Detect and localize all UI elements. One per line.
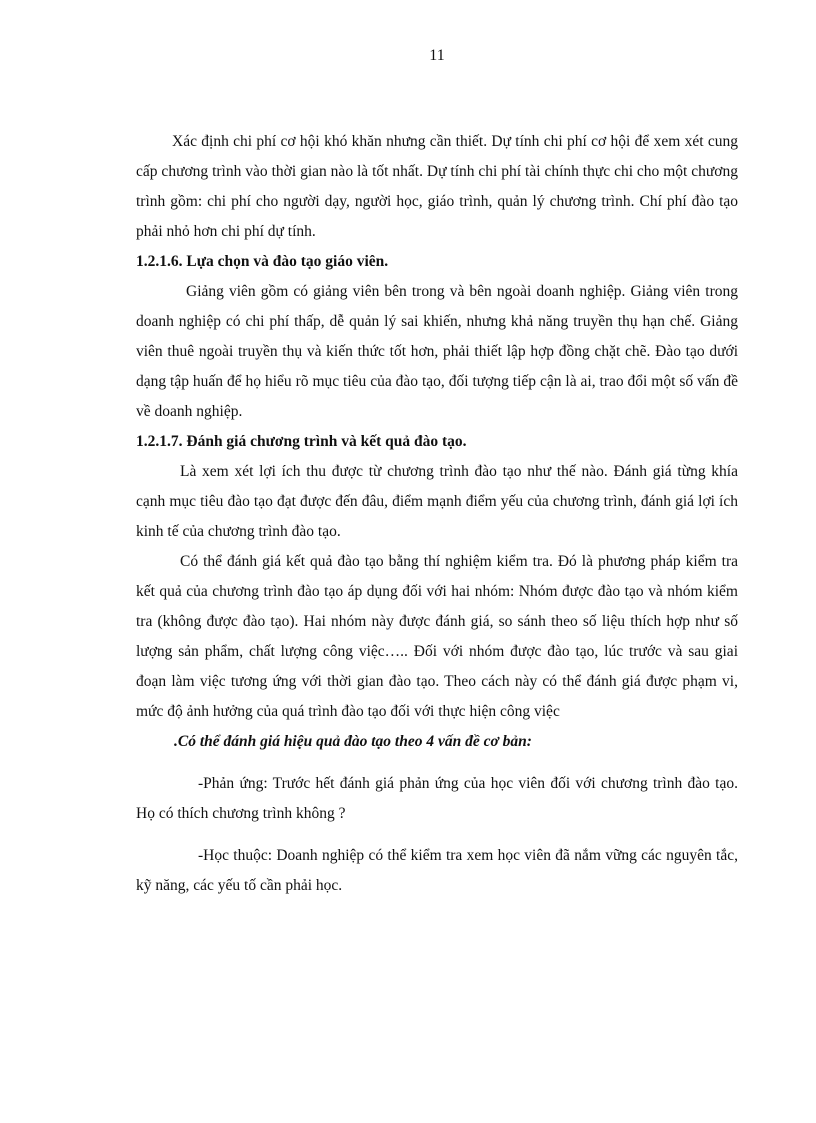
item-reaction: -Phản ứng: Trước hết đánh giá phản ứng của học viên đối với chương trình đào tạo. Họ có thích chương trình không ? — [136, 775, 738, 822]
paragraph-evaluation: Là xem xét lợi ích thu được từ chương trình đào tạo như thế nào. Đánh giá từng khía cạnh mục tiêu đào tạo đạt được đến đâu, điểm mạnh điểm yếu của chương trình, đánh giá lợi ích kinh tế của chương trình đào tạo. — [136, 463, 738, 540]
heading-1-2-1-6: 1.2.1.6. Lựa chọn và đào tạo giáo viên. — [136, 253, 389, 270]
spacer — [136, 757, 738, 769]
item-learning: -Học thuộc: Doanh nghiệp có thể kiểm tra xem học viên đã nắm vững các nguyên tắc, kỹ năng, các yếu tố cần phải học. — [136, 847, 738, 894]
spacer — [136, 829, 738, 841]
paragraph-experiment: Có thể đánh giá kết quả đào tạo bằng thí nghiệm kiểm tra. Đó là phương pháp kiểm tra kết quả của chương trình đào tạo áp dụng đối với hai nhóm: Nhóm được đào tạo và nhóm kiểm tra (không được đào tạo). Hai nhóm này được đánh giá, so sánh theo số liệu thích hợp như số lượng sản phẩm, chất lượng công việc….. Đối với nhóm được đào tạo, lúc trước và sau giai đoạn làm việc tương ứng với thời gian đào tạo. Theo cách này có thể đánh giá được phạm vi, mức độ ảnh hưởng của quá trình đào tạo đối với thực hiện công việc — [136, 553, 738, 720]
page-content — [136, 127, 738, 901]
heading-1-2-1-7: 1.2.1.7. Đánh giá chương trình và kết quả đào tạo. — [136, 433, 467, 450]
page-number: 11 — [429, 47, 445, 64]
paragraph-teachers: Giảng viên gồm có giảng viên bên trong và bên ngoài doanh nghiệp. Giảng viên trong doanh nghiệp có chi phí thấp, dễ quản lý sai khiến, nhưng khả năng truyền thụ hạn chế. Giảng viên thuê ngoài truyền thụ và kiến thức tốt hơn, phải thiết lập hợp đồng chặt chẽ. Đào tạo dưới dạng tập huấn để họ hiểu rõ mục tiêu của đào tạo, đối tượng tiếp cận là ai, trao đổi một số vấn đề về doanh nghiệp. — [136, 283, 738, 420]
evaluation-lead: .Có thể đánh giá hiệu quả đào tạo theo 4 vấn đề cơ bản: — [174, 733, 532, 750]
paragraph-cost: Xác định chi phí cơ hội khó khăn nhưng cần thiết. Dự tính chi phí cơ hội để xem xét cung cấp chương trình vào thời gian nào là tốt nhất. Dự tính chi phí tài chính thực chi cho một chương trình gồm: chi phí cho người dạy, người học, giáo trình, quản lý chương trình. Chí phí đào tạo phải nhỏ hơn chi phí dự tính. — [136, 133, 738, 240]
